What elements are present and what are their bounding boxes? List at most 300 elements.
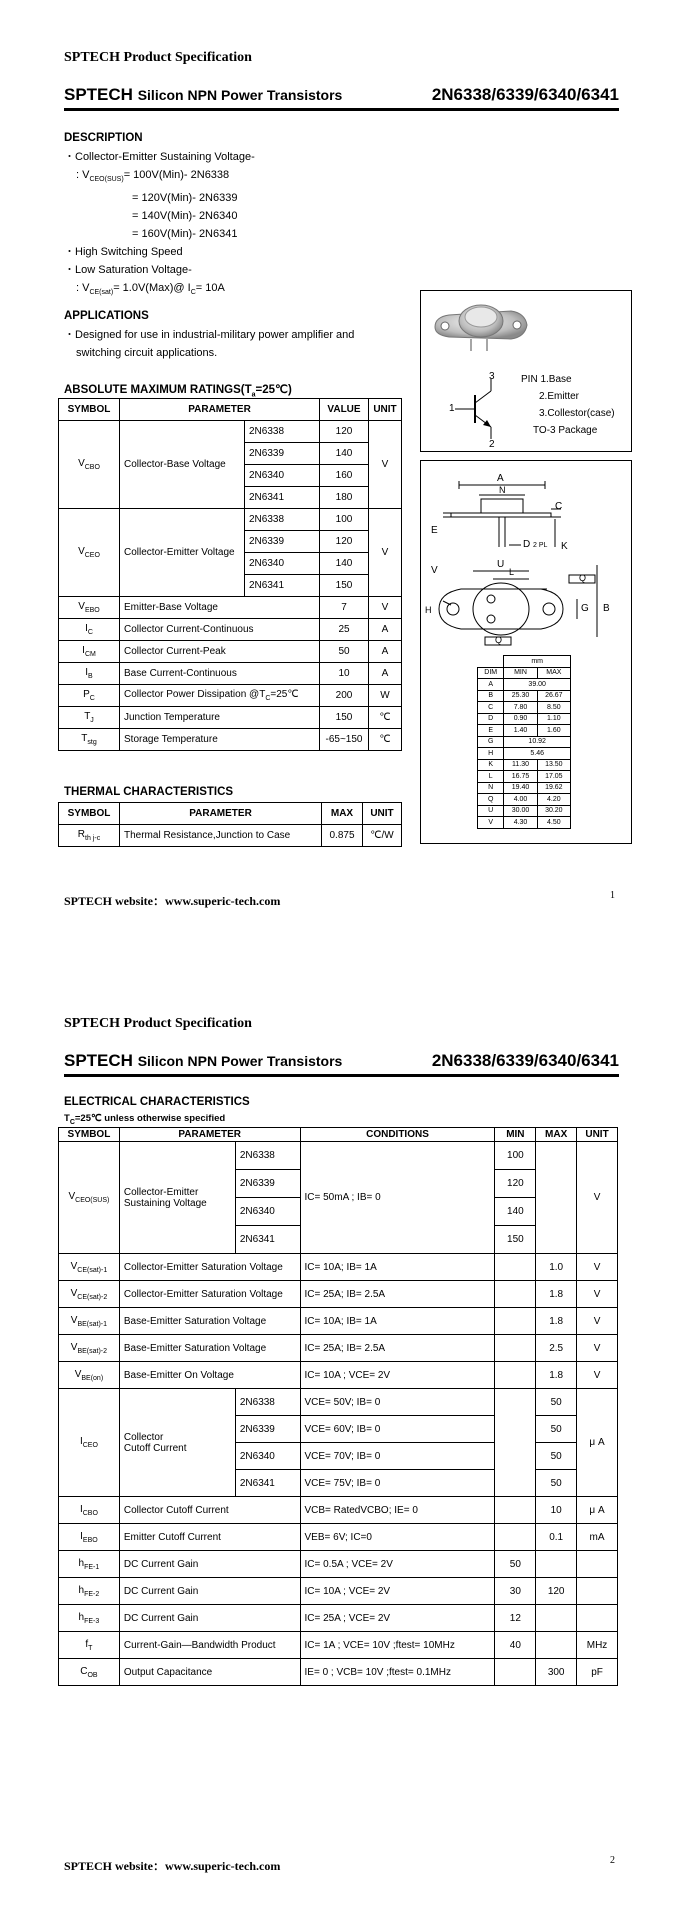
table-row	[59, 1142, 618, 1170]
max-cell: 0.1	[536, 1524, 577, 1551]
table-row	[59, 1308, 618, 1335]
unit-cell: V	[577, 1308, 618, 1335]
dim-cell: 8.50	[537, 702, 570, 714]
param-cell	[120, 685, 320, 707]
value-cell: 150	[320, 707, 369, 729]
sym-sub: BE(sat)-2	[77, 1347, 108, 1355]
symbol-cell	[59, 1632, 120, 1659]
dim-cell: 17.05	[537, 771, 570, 783]
table-row	[59, 729, 402, 751]
dim-cell: 25.30	[504, 690, 537, 702]
table-row	[59, 1632, 618, 1659]
sym-text: I	[85, 667, 89, 678]
table-header-row	[59, 803, 402, 825]
dim-label: L	[509, 567, 515, 577]
cond-text: B= 0	[359, 1192, 381, 1203]
col-header: DIM	[478, 667, 504, 679]
sym-sub: CEO	[82, 1442, 98, 1449]
dim-cell: 19.62	[537, 782, 570, 794]
part-cell: 2N6341	[235, 1470, 300, 1497]
dim-cell: 0.90	[504, 713, 537, 725]
desc-text: = 1.0V(Max)@ I	[113, 282, 191, 295]
sym-text: V	[70, 1314, 78, 1326]
col-header: SYMBOL	[59, 1128, 120, 1142]
dim-cell: G	[478, 736, 504, 748]
cond-cell: IC= 10A; IB= 1A	[300, 1254, 495, 1281]
min-cell	[495, 1254, 536, 1281]
part-cell: 2N6339	[235, 1170, 300, 1198]
table-row	[478, 794, 571, 806]
param-cell: Current-Gain—Bandwidth Product	[119, 1632, 300, 1659]
dim-label: K	[561, 541, 568, 552]
sym-sub: CE(sat)-1	[77, 1266, 108, 1274]
table-row	[59, 1578, 618, 1605]
table-header-row	[59, 399, 402, 421]
sym-sub: C	[89, 695, 95, 702]
param-cell: Base-Emitter On Voltage	[119, 1362, 300, 1389]
sym-sub: CE(sat)-2	[77, 1293, 108, 1301]
dim-label: D	[523, 539, 531, 550]
dim-label: G	[581, 603, 589, 614]
part-cell: 2N6338	[235, 1389, 300, 1416]
value-cell: 150	[320, 575, 369, 597]
param-cell: Storage Temperature	[120, 729, 320, 751]
symbol-cell	[59, 619, 120, 641]
sym-text: I	[79, 1436, 83, 1447]
dim-cell: D	[478, 713, 504, 725]
unit-cell: V	[577, 1335, 618, 1362]
table-row	[59, 597, 402, 619]
sym-text: P	[83, 689, 90, 700]
min-cell: 150	[495, 1226, 536, 1254]
table-row	[478, 702, 571, 714]
col-header: VALUE	[320, 399, 369, 421]
dim-label: 2 PL	[533, 542, 548, 549]
symbol-cell	[59, 1142, 120, 1254]
table-row	[59, 509, 402, 531]
unit-cell: A	[369, 619, 402, 641]
cond-text: T	[64, 1113, 70, 1124]
unit-cell: V	[577, 1254, 618, 1281]
table-row	[59, 619, 402, 641]
title-parts: 2N6338/6339/6340/6341	[431, 85, 619, 104]
sym-sub: CEO(SUS)	[75, 1197, 110, 1204]
abs-max-heading-sub: a	[251, 391, 256, 399]
unit-cell: ℃	[369, 729, 402, 751]
cond-cell: IC= 10A ; VCE= 2V	[300, 1362, 495, 1389]
dim-cell: C	[478, 702, 504, 714]
cond-cell: IC= 1A ; VCE= 10V ;ftest= 10MHz	[300, 1632, 495, 1659]
thermal-heading: THERMAL CHARACTERISTICS	[64, 786, 234, 798]
param-cell: Collector-Emitter Voltage	[120, 509, 245, 597]
sym-sub: EBO	[84, 607, 100, 614]
col-header: PARAMETER	[119, 1128, 300, 1142]
unit-cell: μ A	[577, 1389, 618, 1497]
part-cell: 2N6339	[235, 1416, 300, 1443]
cond-cell: IC= 25A; IB= 2.5A	[300, 1281, 495, 1308]
table-row	[478, 725, 571, 737]
symbol-cell	[59, 509, 120, 597]
sym-text: V	[78, 458, 85, 469]
table-row	[478, 736, 571, 748]
value-cell: 140	[320, 553, 369, 575]
param-cell: Base-Emitter Saturation Voltage	[119, 1308, 300, 1335]
symbol-cell	[59, 1335, 120, 1362]
value-cell: 10	[320, 663, 369, 685]
sym-text: T	[81, 733, 88, 744]
table-row	[59, 421, 402, 443]
table-row	[478, 817, 571, 829]
table-row	[478, 771, 571, 783]
unit-cell: pF	[577, 1659, 618, 1686]
max-cell: 50	[536, 1470, 577, 1497]
value-cell: 180	[320, 487, 369, 509]
sym-text: V	[68, 1191, 76, 1202]
symbol-cell	[59, 597, 120, 619]
dim-cell: V	[478, 817, 504, 829]
desc-text: = 100V(Min)- 2N6338	[123, 169, 230, 181]
param-cell: DC Current Gain	[119, 1578, 300, 1605]
cond-cell: IC= 25A; IB= 2.5A	[300, 1335, 495, 1362]
company-header: SPTECH Product Specification	[64, 50, 252, 65]
symbol-cell	[59, 729, 120, 751]
description-heading: DESCRIPTION	[64, 132, 143, 144]
max-cell: 1.8	[536, 1281, 577, 1308]
desc-line: ・High Switching Speed	[64, 246, 183, 259]
dim-label: H	[425, 605, 432, 615]
max-cell: 2.5	[536, 1335, 577, 1362]
table-row	[59, 1362, 618, 1389]
sym-text: h	[78, 1557, 85, 1569]
value-cell: 0.875	[322, 825, 363, 847]
dim-cell: Q	[478, 794, 504, 806]
value-cell: 25	[320, 619, 369, 641]
sym-sub: th j-c	[85, 835, 101, 842]
min-cell: 140	[495, 1198, 536, 1226]
min-cell: 30	[495, 1578, 536, 1605]
param-line: Cutoff Current	[123, 1442, 187, 1454]
max-cell: 50	[536, 1443, 577, 1470]
dim-cell: E	[478, 725, 504, 737]
sym-sub: stg	[87, 739, 97, 746]
max-cell: 10	[536, 1497, 577, 1524]
table-row	[59, 1335, 618, 1362]
unit-cell: mA	[577, 1524, 618, 1551]
col-header: UNIT	[363, 803, 402, 825]
value-cell: 120	[320, 531, 369, 553]
desc-text: : V	[76, 169, 90, 181]
sym-sub: BE(sat)-1	[77, 1320, 108, 1328]
dim-label: B	[603, 603, 610, 614]
footer-website: SPTECH website：www.superic-tech.com	[64, 894, 281, 908]
max-cell: 1.0	[536, 1254, 577, 1281]
table-row	[478, 679, 571, 691]
table-row	[59, 1551, 618, 1578]
dim-cell: 7.80	[504, 702, 537, 714]
cond-cell: VCE= 70V; IB= 0	[300, 1443, 495, 1470]
abs-max-heading	[64, 382, 292, 398]
sym-text: I	[82, 645, 85, 656]
applications-body	[64, 326, 404, 362]
max-cell: 300	[536, 1659, 577, 1686]
pin-line: TO-3 Package	[533, 425, 598, 436]
param-line: Collector	[123, 1431, 164, 1443]
value-cell: 50	[320, 641, 369, 663]
min-cell	[495, 1308, 536, 1335]
param-line: Sustaining Voltage	[123, 1197, 207, 1209]
symbol-cell	[59, 1362, 120, 1389]
table-row	[59, 1605, 618, 1632]
dim-cell: B	[478, 690, 504, 702]
min-cell: 12	[495, 1605, 536, 1632]
param-cell: Base Current-Continuous	[120, 663, 320, 685]
param-cell: Base-Emitter Saturation Voltage	[119, 1335, 300, 1362]
dim-label: Q	[495, 635, 503, 645]
elec-heading: ELECTRICAL CHARACTERISTICS	[64, 1096, 250, 1108]
part-cell: 2N6339	[245, 443, 320, 465]
col-header: UNIT	[369, 399, 402, 421]
col-header: MAX	[537, 667, 570, 679]
dim-label: V	[431, 565, 438, 576]
dim-cell: 19.40	[504, 782, 537, 794]
sym-text: V	[74, 1368, 82, 1380]
cond-cell: IC= 10A; IB= 1A	[300, 1308, 495, 1335]
cond-text: I	[304, 1192, 308, 1203]
pin-line: PIN 1.Base	[521, 374, 572, 385]
desc-line: ・Collector-Emitter Sustaining Voltage-	[64, 151, 255, 163]
table-row	[478, 759, 571, 771]
sym-text: V	[70, 1341, 78, 1353]
dim-cell: 4.00	[504, 794, 537, 806]
min-cell: 120	[495, 1170, 536, 1198]
dim-cell: 1.60	[537, 725, 570, 737]
cond-text: =25℃ unless otherwise specified	[74, 1113, 226, 1124]
dim-cell: 10.92	[504, 736, 571, 748]
part-cell: 2N6338	[245, 421, 320, 443]
part-cell: 2N6340	[245, 465, 320, 487]
sym-text: h	[78, 1584, 85, 1596]
table-row	[59, 1281, 618, 1308]
abs-max-table	[58, 398, 402, 751]
unit-cell: V	[577, 1142, 618, 1254]
sym-text: V	[78, 546, 85, 557]
dimension-box	[420, 460, 632, 844]
table-row	[478, 805, 571, 817]
unit-cell: μ A	[577, 1497, 618, 1524]
unit-cell: V	[369, 421, 402, 509]
sym-sub: T	[88, 1644, 93, 1652]
sym-sub: CBO	[84, 464, 100, 471]
max-cell	[536, 1632, 577, 1659]
part-cell: 2N6341	[245, 575, 320, 597]
col-header: MIN	[504, 667, 537, 679]
symbol-cell	[59, 1551, 120, 1578]
sym-sub: C	[87, 629, 93, 636]
symbol-cell	[59, 641, 120, 663]
part-cell: 2N6341	[235, 1226, 300, 1254]
unit-cell: A	[369, 663, 402, 685]
dim-cell: L	[478, 771, 504, 783]
package-outline-drawing	[421, 461, 631, 651]
dim-cell	[478, 656, 504, 668]
dim-cell: 5.46	[504, 748, 571, 760]
max-cell: 120	[536, 1578, 577, 1605]
symbol-cell	[59, 421, 120, 509]
app-line: ・Designed for use in industrial-military power amplifier and	[64, 329, 355, 341]
title-brand: SPTECH	[64, 85, 133, 104]
param-text: Collector Power Dissipation @T	[124, 689, 266, 700]
symbol-cell	[59, 1389, 120, 1497]
param-sub: C	[265, 695, 271, 702]
dim-cell: 4.50	[537, 817, 570, 829]
dimension-table	[477, 655, 571, 829]
app-line: switching circuit applications.	[76, 347, 218, 359]
package-box	[420, 290, 632, 452]
table-row	[478, 782, 571, 794]
param-cell: Thermal Resistance,Junction to Case	[120, 825, 322, 847]
sym-sub: CM	[84, 651, 96, 658]
part-cell: 2N6339	[245, 531, 320, 553]
cond-cell: VCE= 60V; IB= 0	[300, 1416, 495, 1443]
param-cell: DC Current Gain	[119, 1551, 300, 1578]
dim-cell: 1.10	[537, 713, 570, 725]
page-number: 2	[610, 1855, 615, 1866]
cond-cell: IC= 0.5A ; VCE= 2V	[300, 1551, 495, 1578]
param-cell: Emitter Cutoff Current	[119, 1524, 300, 1551]
symbol-cell	[59, 1497, 120, 1524]
dim-cell: 16.75	[504, 771, 537, 783]
table-row	[478, 690, 571, 702]
symbol-cell	[59, 1578, 120, 1605]
sym-text: V	[70, 1287, 78, 1299]
elec-table	[58, 1127, 618, 1686]
table-row	[59, 641, 402, 663]
param-line: Collector-Emitter	[123, 1186, 199, 1198]
param-text: =25℃	[270, 689, 299, 700]
page-number: 1	[610, 890, 615, 901]
part-cell: 2N6338	[245, 509, 320, 531]
param-cell: Collector Current-Peak	[120, 641, 320, 663]
col-header: UNIT	[577, 1128, 618, 1142]
param-cell: Collector-Emitter Saturation Voltage	[119, 1254, 300, 1281]
unit-cell: V	[577, 1362, 618, 1389]
sym-text: R	[77, 829, 86, 840]
table-row	[59, 1659, 618, 1686]
company-header: SPTECH Product Specification	[64, 1016, 252, 1031]
cond-cell: IE= 0 ; VCB= 10V ;ftest= 0.1MHz	[300, 1659, 495, 1686]
dim-cell: A	[478, 679, 504, 691]
col-header: MIN	[495, 1128, 536, 1142]
value-cell: 140	[320, 443, 369, 465]
part-cell: 2N6340	[235, 1198, 300, 1226]
min-cell	[495, 1659, 536, 1686]
table-row	[59, 707, 402, 729]
dim-cell: N	[478, 782, 504, 794]
part-cell: 2N6340	[245, 553, 320, 575]
dim-label: C	[555, 501, 563, 512]
dim-cell: 39.00	[504, 679, 571, 691]
pin-num: 1	[449, 403, 455, 414]
title-bar	[64, 84, 619, 111]
value-cell: -65~150	[320, 729, 369, 751]
dim-cell: 30.20	[537, 805, 570, 817]
sym-sub: EBO	[82, 1536, 98, 1544]
max-cell	[536, 1605, 577, 1632]
cond-cell: VCE= 50V; IB= 0	[300, 1389, 495, 1416]
max-cell: 1.8	[536, 1308, 577, 1335]
max-cell	[536, 1551, 577, 1578]
table-row	[59, 1389, 618, 1416]
max-cell	[536, 1142, 577, 1254]
desc-sub: CE(sat)	[89, 289, 114, 297]
symbol-cell	[59, 1281, 120, 1308]
desc-line: = 140V(Min)- 2N6340	[132, 210, 238, 223]
symbol-cell	[59, 663, 120, 685]
part-cell: 2N6341	[245, 487, 320, 509]
max-cell: 1.8	[536, 1362, 577, 1389]
dim-label: E	[431, 525, 438, 536]
symbol-cell	[59, 1659, 120, 1686]
dim-cell: 4.20	[537, 794, 570, 806]
pin-num: 2	[489, 439, 495, 450]
dim-label: A	[497, 473, 504, 484]
title-left	[64, 85, 342, 105]
sym-text: C	[80, 1665, 88, 1677]
table-row	[478, 713, 571, 725]
param-cell: Output Capacitance	[119, 1659, 300, 1686]
title-bar	[64, 1050, 619, 1077]
param-cell: Collector-Emitter Saturation Voltage	[119, 1281, 300, 1308]
desc-line: = 120V(Min)- 2N6339	[132, 192, 238, 205]
unit-cell	[577, 1578, 618, 1605]
table-row	[59, 825, 402, 847]
symbol-cell	[59, 825, 120, 847]
footer-website: SPTECH website：www.superic-tech.com	[64, 1859, 281, 1873]
unit-cell: W	[369, 685, 402, 707]
thermal-table	[58, 802, 402, 847]
sym-text: h	[78, 1611, 85, 1623]
col-header: SYMBOL	[59, 803, 120, 825]
desc-line	[64, 166, 444, 189]
pin-line: 2.Emitter	[539, 391, 580, 402]
table-row	[59, 1254, 618, 1281]
unit-cell	[577, 1551, 618, 1578]
dim-unit: mm	[504, 656, 571, 668]
table-header-row	[59, 1128, 618, 1142]
min-cell	[495, 1497, 536, 1524]
unit-cell: V	[577, 1281, 618, 1308]
dim-cell: 11.30	[504, 759, 537, 771]
cond-cell: VEB= 6V; IC=0	[300, 1524, 495, 1551]
min-cell	[495, 1281, 536, 1308]
desc-line	[64, 279, 444, 302]
min-cell	[495, 1362, 536, 1389]
value-cell: 7	[320, 597, 369, 619]
table-row	[59, 1497, 618, 1524]
dim-cell: 1.40	[504, 725, 537, 737]
col-header: SYMBOL	[59, 399, 120, 421]
unit-cell: ℃	[369, 707, 402, 729]
abs-max-heading-text: =25℃)	[255, 384, 292, 396]
description-body	[64, 148, 444, 302]
col-header: CONDITIONS	[300, 1128, 495, 1142]
unit-cell: V	[369, 597, 402, 619]
cond-cell: IC= 25A ; VCE= 2V	[300, 1605, 495, 1632]
sym-sub: FE-2	[84, 1590, 100, 1598]
abs-max-heading-text: ABSOLUTE MAXIMUM RATINGS(T	[64, 384, 252, 396]
title-desc: Silicon NPN Power Transistors	[137, 87, 343, 103]
col-header: MAX	[322, 803, 363, 825]
